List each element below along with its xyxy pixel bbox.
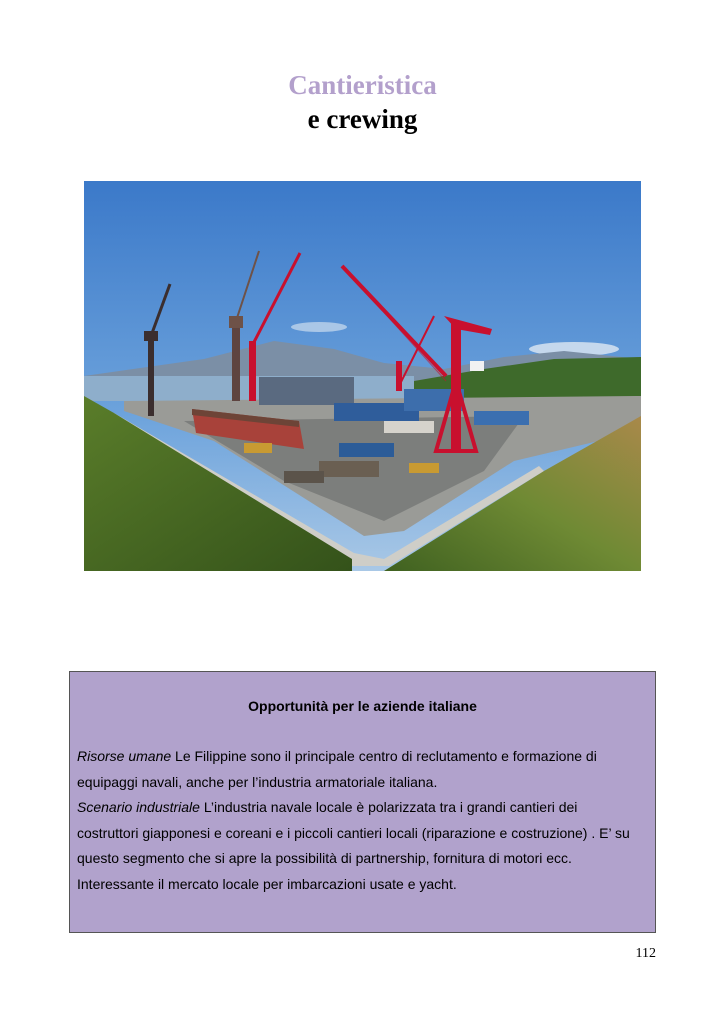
opportunities-box xyxy=(69,671,656,933)
opportunities-heading: Opportunità per le aziende italiane xyxy=(248,698,477,714)
human-resources-label: Risorse umane xyxy=(77,748,172,764)
page-subtitle: e crewing xyxy=(307,104,418,134)
industrial-scenario-label: Scenario industriale xyxy=(77,799,200,815)
opportunities-text xyxy=(77,744,642,897)
human-resources-text: Le Filippine sono il principale centro di reclutamento e formazione di equipaggi navali, anche per l’industria armatoriale italiana. xyxy=(77,748,597,790)
industrial-scenario-text: L’industria navale locale è polarizzata tra i grandi cantieri dei costruttori giapponesi e coreani e i piccoli cantieri locali (riparazione e costruzione) . E’ su questo segmento che si apre la possibilità di partnership, fornitura di motori ecc. Interessante il mercato locale per imbarcazioni usate e yacht. xyxy=(77,799,630,892)
page-number: 112 xyxy=(635,946,656,961)
page-title: Cantieristica xyxy=(288,70,437,100)
shipyard-photo xyxy=(84,181,641,571)
